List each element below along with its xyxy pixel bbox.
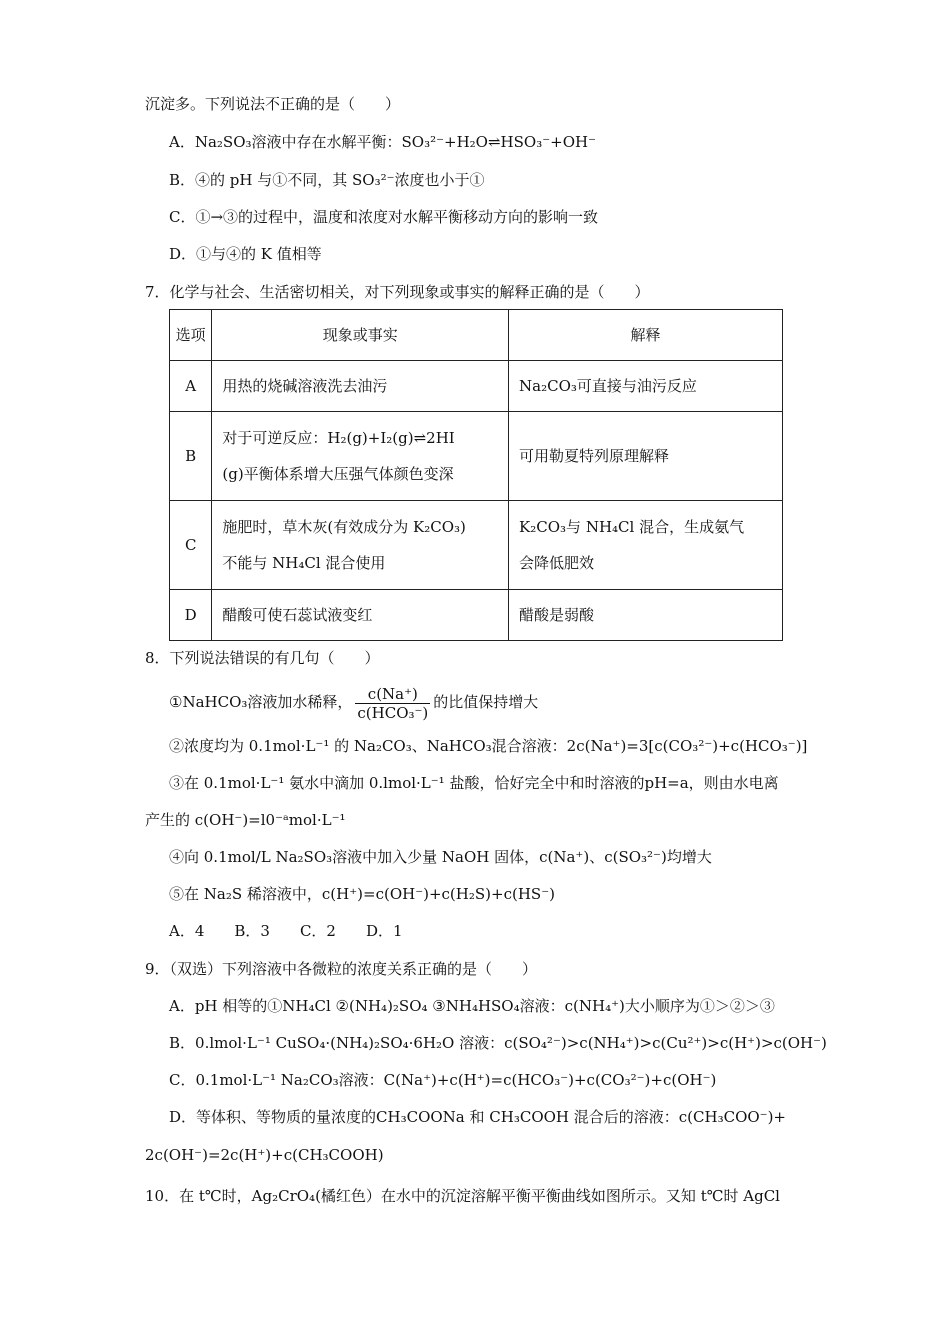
q9-option-a: A．pH 相等的①NH₄Cl ②(NH₄)₂SO₄ ③NH₄HSO₄溶液：c(NH₄⁺)大小顺序为①＞②＞③ (169, 997, 775, 1015)
q8-statement-4: ④向 0.1mol/L Na₂SO₃溶液中加入少量 NaOH 固体，c(Na⁺)、c(SO₃²⁻)均增大 (169, 848, 712, 866)
row-explanation: 可用勒夏特列原理解释 (509, 412, 783, 501)
header-explanation: 解释 (509, 310, 783, 361)
header-option: 选项 (170, 310, 212, 361)
q10-stem: 10．在 t℃时，Ag₂CrO₄(橘红色）在水中的沉淀溶解平衡平衡曲线如图所示。又知 t℃时 AgCl (145, 1187, 780, 1205)
q8-stem: 8．下列说法错误的有几句（ ） (145, 649, 380, 667)
q9-stem: 9．（双选）下列溶液中各微粒的浓度关系正确的是（ ） (145, 960, 538, 978)
q8-statement-2: ②浓度均为 0.1mol·L⁻¹ 的 Na₂CO₃、NaHCO₃混合溶液：2c(Na⁺)=3[c(CO₃²⁻)+c(HCO₃⁻)] (169, 737, 808, 755)
q9-option-c: C．0.1mol·L⁻¹ Na₂CO₃溶液：C(Na⁺)+c(H⁺)=c(HCO₃⁻)+c(CO₃²⁻)+c(OH⁻) (169, 1071, 717, 1089)
row-explanation: Na₂CO₃可直接与油污反应 (509, 361, 783, 412)
q6-option-d: D．①与④的 K 值相等 (169, 245, 322, 263)
q9-option-d-line2: 2c(OH⁻)=2c(H⁺)+c(CH₃COOH) (145, 1146, 384, 1164)
row-option: B (170, 412, 212, 501)
q6-tail: 沉淀多。下列说法不正确的是（ ） (145, 95, 401, 113)
row-option: C (170, 501, 212, 590)
row-explanation: K₂CO₃与 NH₄Cl 混合，生成氨气 会降低肥效 (509, 501, 783, 590)
table-header-row (170, 310, 783, 361)
q9-option-b: B．0.lmol·L⁻¹ CuSO₄·(NH₄)₂SO₄·6H₂O 溶液：c(SO₄²⁻)>c(NH₄⁺)>c(Cu²⁺)>c(H⁺)>c(OH⁻) (169, 1034, 827, 1052)
q8-statement-3b: 产生的 c(OH⁻)=l0⁻ᵃmol·L⁻¹ (145, 811, 346, 829)
table-row (170, 412, 783, 501)
q6-option-b: B．④的 pH 与①不同，其 SO₃²⁻浓度也小于① (169, 171, 485, 189)
table-row (170, 590, 783, 641)
q6-option-c: C．①→③的过程中，温度和浓度对水解平衡移动方向的影响一致 (169, 208, 599, 226)
header-fact: 现象或事实 (212, 310, 509, 361)
row-fact: 对于可逆反应：H₂(g)+I₂(g)⇌2HI (g)平衡体系增大压强气体颜色变深 (212, 412, 509, 501)
row-option: A (170, 361, 212, 412)
table-row (170, 361, 783, 412)
row-fact: 醋酸可使石蕊试液变红 (212, 590, 509, 641)
q8-options: A．4 B．3 C．2 D．1 (169, 922, 403, 940)
q9-option-d-line1: D．等体积、等物质的量浓度的CH₃COONa 和 CH₃COOH 混合后的溶液：c(CH₃COO⁻)+ (169, 1108, 787, 1126)
q7-table (169, 309, 783, 641)
row-fact: 施肥时，草木灰(有效成分为 K₂CO₃) 不能与 NH₄Cl 混合使用 (212, 501, 509, 590)
fraction: c(Na⁺) c(HCO₃⁻) (357, 684, 429, 722)
q6-option-a: A．Na₂SO₃溶液中存在水解平衡：SO₃²⁻+H₂O⇌HSO₃⁻+OH⁻ (169, 133, 596, 151)
q8-statement-3a: ③在 0.1mol·L⁻¹ 氨水中滴加 0.lmol·L⁻¹ 盐酸，恰好完全中和时溶液的pH=a，则由水电离 (169, 774, 779, 792)
q8-statement-1: ①NaHCO₃溶液加水稀释， c(Na⁺) c(HCO₃⁻) 的比值保持增大 (169, 684, 539, 722)
q8-statement-5: ⑤在 Na₂S 稀溶液中，c(H⁺)=c(OH⁻)+c(H₂S)+c(HS⁻) (169, 885, 555, 903)
row-option: D (170, 590, 212, 641)
table-row (170, 501, 783, 590)
q7-stem: 7．化学与社会、生活密切相关，对下列现象或事实的解释正确的是（ ） (145, 283, 650, 301)
row-fact: 用热的烧碱溶液洗去油污 (212, 361, 509, 412)
row-explanation: 醋酸是弱酸 (509, 590, 783, 641)
